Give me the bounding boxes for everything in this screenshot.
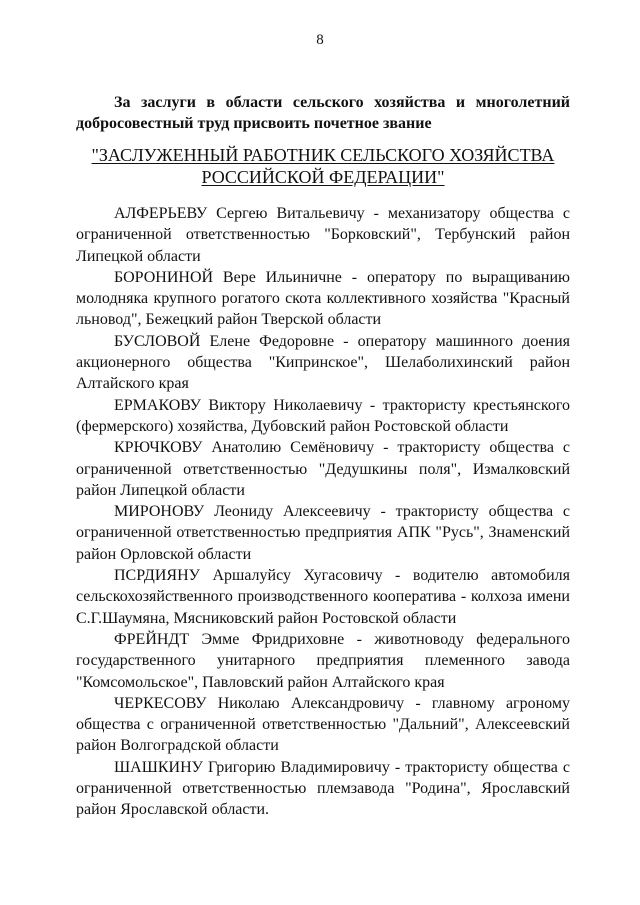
- awardee-entry: БОРОНИНОЙ Вере Ильиничне - оператору по выращиванию молодняка крупного рогатого скота коллективного хозяйства "Красный льновод", Бежецкий район Тверской области: [76, 268, 570, 329]
- awardee-entry: ПСРДИЯНУ Аршалуйсу Хугасовичу - водителю автомобиля сельскохозяйственного производственного кооператива - колхоза имени С.Г.Шаумяна, Мясниковский район Ростовской области: [76, 567, 570, 627]
- awardee-entry: АЛФЕРЬЕВУ Сергею Витальевичу - механизатору общества с ограниченной ответственностью "Борковский", Тербунский район Липецкой области: [76, 205, 570, 265]
- awardee-entry: КРЮЧКОВУ Анатолию Семёновичу - трактористу общества с ограниченной ответственностью "Дедушкины поля", Измалковский район Липецкой области: [76, 439, 570, 499]
- honorary-title-line-2: РОССИЙСКОЙ ФЕДЕРАЦИИ": [201, 167, 445, 187]
- page-number: 8: [316, 32, 324, 48]
- awardee-entry: БУСЛОВОЙ Елене Федоровне - оператору машинного доения акционерного общества "Кипринское", Шелаболихинский район Алтайского края: [76, 332, 570, 393]
- awardee-entry: ЕРМАКОВУ Виктору Николаевичу - трактористу крестьянского (фермерского) хозяйства, Дубовский район Ростовской области: [76, 396, 570, 435]
- awardee-entry: МИРОНОВУ Леониду Алексеевичу - трактористу общества с ограниченной ответственностью предприятия АПК "Русь", Знаменский район Орловской области: [76, 503, 570, 563]
- decree-intro: За заслуги в области сельского хозяйства и многолетний добросовестный труд присвоить почетное звание: [76, 94, 570, 132]
- awardee-entry: ЧЕРКЕСОВУ Николаю Александровичу - главному агроному общества с ограниченной ответственностью "Дальний", Алексеевский район Волгоградской области: [76, 694, 570, 755]
- awardee-entry: ФРЕЙНДТ Эмме Фридриховне - животноводу федерального государственного унитарного предприятия племенного завода "Комсомольское", Павловский район Алтайского края: [76, 630, 570, 691]
- awardee-entry: ШАШКИНУ Григорию Владимировичу - трактористу общества с ограниченной ответственностью племзавода "Родина", Ярославский район Ярославской области.: [76, 758, 570, 819]
- honorary-title-line-1: "ЗАСЛУЖЕННЫЙ РАБОТНИК СЕЛЬСКОГО ХОЗЯЙСТВА: [91, 145, 555, 165]
- awardee-list: [76, 203, 570, 821]
- honorary-title: [76, 144, 570, 188]
